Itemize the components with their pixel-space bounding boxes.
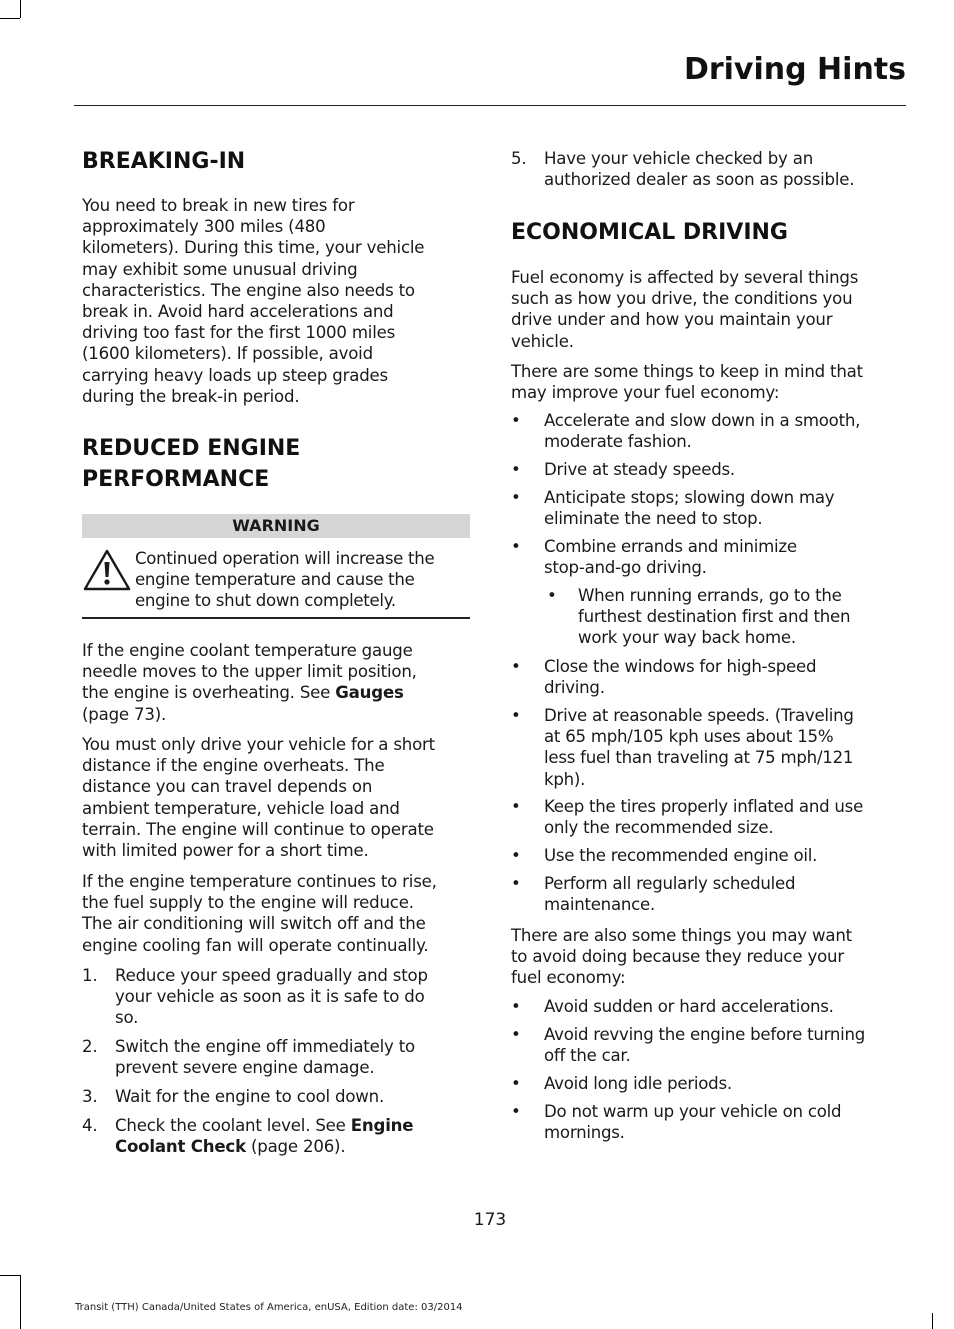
avoid-paragraph: There are also some things you may want to avoid doing because they reduce your fuel economy: (511, 926, 852, 988)
page-title: Driving Hints (683, 52, 906, 87)
keep-in-mind-paragraph: There are some things to keep in mind that may improve your fuel economy: (511, 362, 863, 403)
crop-mark (932, 1313, 933, 1329)
crop-mark (20, 1275, 21, 1329)
overheating-paragraph: If the engine coolant temperature gauge needle moves to the upper limit position, the engine is overheating. See Gauges (page 73). (82, 641, 417, 724)
list-item: • Accelerate and slow down in a smooth, moderate fashion. (511, 411, 861, 452)
crop-mark (20, 0, 21, 18)
fuel-economy-paragraph: Fuel economy is affected by several things such as how you drive, the conditions you drive under and how you maintain your vehicle. (511, 268, 859, 351)
list-item: • Avoid long idle periods. (511, 1074, 732, 1093)
crop-mark (0, 18, 20, 19)
list-item: 2. Switch the engine off immediately to prevent severe engine damage. (82, 1037, 415, 1078)
gauges-link[interactable]: Gauges (335, 683, 404, 703)
sub-list-item: • When running errands, go to the furthest destination first and then work your way back home. (547, 586, 851, 648)
list-item: • Drive at steady speeds. (511, 460, 735, 479)
list-item: 1. Reduce your speed gradually and stop your vehicle as soon as it is safe to do so. (82, 966, 428, 1028)
fuel-supply-paragraph: If the engine temperature continues to rise, the fuel supply to the engine will reduce. The air conditioning will switch off and the engine cooling fan will operate continually. (82, 872, 437, 955)
list-item: • Avoid revving the engine before turning off the car. (511, 1025, 866, 1066)
list-item: • Use the recommended engine oil. (511, 846, 818, 865)
list-item: • Keep the tires properly inflated and use only the recommended size. (511, 797, 864, 838)
short-distance-paragraph: You must only drive your vehicle for a short distance if the engine overheats. The distance you can travel depends on ambient temperature, vehicle load and terrain. The engine will continue to operate with limited power for a short time. (82, 735, 435, 861)
list-item: 3. Wait for the engine to cool down. (82, 1087, 385, 1106)
list-item: • Close the windows for high-speed driving. (511, 657, 817, 698)
list-item: • Avoid sudden or hard accelerations. (511, 997, 834, 1016)
list-item: 5. Have your vehicle checked by an authorized dealer as soon as possible. (511, 149, 855, 190)
title-divider (74, 105, 906, 106)
page-number: 173 (473, 1210, 507, 1230)
crop-mark (0, 1275, 20, 1276)
list-item: • Do not warm up your vehicle on cold mornings. (511, 1102, 842, 1143)
list-item: • Drive at reasonable speeds. (Traveling at 65 mph/105 kph uses about 15% less fuel than traveling at 75 mph/121 kph). (511, 706, 854, 789)
section-heading-reduced-engine: REDUCED ENGINE PERFORMANCE (82, 436, 301, 492)
edition-footer: Transit (TTH) Canada/United States of America, enUSA, Edition date: 03/2014 (75, 1302, 463, 1313)
engine-coolant-check-link[interactable]: Engine Coolant Check (115, 1116, 414, 1157)
section-heading-economical-driving: ECONOMICAL DRIVING (511, 220, 788, 245)
warning-text: Continued operation will increase the engine temperature and cause the engine to shut down completely. (135, 549, 435, 611)
warning-divider (82, 617, 470, 619)
warning-banner: WARNING (82, 514, 470, 538)
list-item: 4. Check the coolant level. See Engine Coolant Check (page 206). (82, 1116, 414, 1157)
list-item: • Combine errands and minimize stop-and-go driving. (511, 537, 797, 578)
list-item: • Anticipate stops; slowing down may eliminate the need to stop. (511, 488, 835, 529)
warning-triangle-icon (82, 548, 132, 596)
section-heading-breaking-in: BREAKING-IN (82, 149, 246, 174)
list-item: • Perform all regularly scheduled maintenance. (511, 874, 796, 915)
breaking-in-paragraph: You need to break in new tires for approximately 300 miles (480 kilometers). During this time, your vehicle may exhibit some unusual driving characteristics. The engine also needs to break in. Avoid hard accelerations and driving too fast for the first 1000 miles (1600 kilometers). If possible, avoid carrying heavy loads up steep grades during the break-in period. (82, 196, 425, 406)
